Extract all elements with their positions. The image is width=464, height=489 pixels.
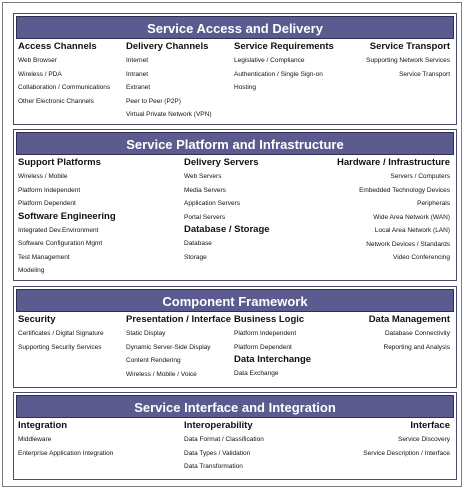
list-item: Certificates / Digital Signature	[18, 330, 104, 337]
column-support-platforms	[18, 157, 116, 278]
column-interoperability	[184, 420, 264, 474]
list-item: Service Discovery	[397, 436, 450, 443]
column-delivery-channels	[126, 41, 212, 122]
list-item: Virtual Private Network (VPN)	[126, 111, 212, 118]
column-hardware-infrastructure	[337, 157, 450, 265]
list-item: Platform Independent	[234, 330, 297, 337]
list-item: Embedded Technology Devices	[359, 186, 450, 194]
column-heading: Hardware / Infrastructure	[337, 157, 450, 168]
list-item: Service Description / Interface	[363, 449, 450, 457]
column-heading: Data Interchange	[234, 354, 312, 365]
list-item: Platform Dependent	[234, 343, 292, 351]
column-heading: Database / Storage	[184, 224, 270, 235]
column-interface	[363, 420, 450, 460]
column-service-transport	[366, 41, 450, 81]
list-item: Local Area Network (LAN)	[374, 227, 450, 234]
list-item: Test Management	[18, 253, 70, 261]
list-item: Wireless / PDA	[18, 70, 62, 78]
list-item: Internet	[126, 57, 149, 64]
section-title: Service Access and Delivery	[16, 16, 454, 39]
column-presentation-interface	[126, 314, 231, 381]
list-item: Software Configuration Mgmt	[18, 240, 103, 247]
list-item: Platform Independent	[18, 186, 81, 194]
list-item: Modeling	[18, 267, 45, 274]
list-item: Data Types / Validation	[184, 449, 251, 457]
list-item: Application Servers	[184, 200, 240, 207]
list-item: Web Browser	[18, 57, 57, 64]
column-heading: Business Logic	[234, 314, 305, 325]
list-item: Collaboration / Communications	[18, 84, 111, 91]
list-item: Authentication / Single Sign-on	[234, 70, 323, 78]
list-item: Supporting Security Services	[18, 343, 102, 351]
column-heading: Service Transport	[369, 41, 450, 52]
list-item: Web Servers	[184, 173, 222, 180]
list-item: Database	[184, 240, 212, 247]
list-item: Peer to Peer (P2P)	[126, 97, 181, 105]
list-item: Supporting Network Services	[366, 57, 450, 64]
list-item: Servers / Computers	[390, 173, 450, 180]
column-security	[18, 314, 104, 354]
list-item: Data Exchange	[234, 370, 279, 377]
list-item: Portal Servers	[184, 213, 226, 221]
list-item: Platform Dependent	[18, 200, 76, 207]
list-item: Network Devices / Standards	[366, 240, 450, 248]
list-item: Legislative / Compliance	[234, 57, 305, 64]
column-business-logic	[234, 314, 311, 381]
section-service-access-and-delivery	[13, 13, 457, 125]
column-heading: Software Engineering	[18, 210, 116, 222]
section-title: Service Platform and Infrastructure	[16, 132, 454, 155]
list-item: Wireless / Mobile	[18, 173, 68, 180]
list-item: Media Servers	[184, 186, 226, 194]
list-item: Reporting and Analysis	[383, 343, 450, 351]
section-component-framework	[13, 286, 457, 388]
column-access-channels	[18, 41, 110, 108]
column-heading: Presentation / Interface	[126, 314, 232, 325]
list-item: Dynamic Server-Side Display	[126, 343, 211, 351]
column-integration	[18, 420, 113, 460]
column-heading: Delivery Channels	[126, 41, 209, 52]
list-item: Integrated Dev.Environment	[18, 226, 99, 234]
column-heading: Interface	[410, 420, 450, 431]
list-item: Service Transport	[399, 70, 450, 78]
list-item: Intranet	[126, 70, 149, 78]
column-service-requirements	[234, 41, 334, 95]
diagram-frame	[2, 2, 462, 487]
column-heading: Interoperability	[184, 420, 253, 431]
column-heading: Support Platforms	[18, 157, 101, 168]
list-item: Hosting	[234, 84, 257, 91]
list-item: Extranet	[126, 84, 151, 91]
list-item: Video Conferencing	[393, 254, 450, 261]
column-heading: Integration	[18, 420, 68, 431]
list-item: Middleware	[18, 436, 52, 443]
section-title: Component Framework	[16, 289, 454, 312]
list-item: Enterprise Application Integration	[18, 449, 114, 457]
column-heading: Access Channels	[18, 41, 97, 52]
section-service-platform-and-infrastructure	[13, 129, 457, 281]
list-item: Wide Area Network (WAN)	[373, 213, 450, 221]
list-item: Content Rendering	[126, 357, 181, 364]
list-item: Wireless / Mobile / Voice	[126, 370, 197, 378]
list-item: Storage	[184, 253, 207, 261]
column-heading: Service Requirements	[234, 41, 334, 52]
list-item: Peripherals	[417, 200, 450, 207]
list-item: Static Display	[126, 330, 166, 337]
column-heading: Security	[18, 314, 56, 325]
column-data-management	[369, 314, 450, 354]
column-heading: Data Management	[368, 314, 450, 325]
list-item: Other Electronic Channels	[18, 97, 94, 105]
section-title: Service Interface and Integration	[16, 395, 454, 418]
column-heading: Delivery Servers	[184, 157, 259, 168]
list-item: Data Transformation	[184, 463, 243, 470]
list-item: Data Format / Classification	[184, 436, 264, 443]
list-item: Database Connectivity	[384, 330, 450, 337]
column-delivery-servers	[184, 157, 270, 264]
section-service-interface-and-integration	[13, 392, 457, 480]
